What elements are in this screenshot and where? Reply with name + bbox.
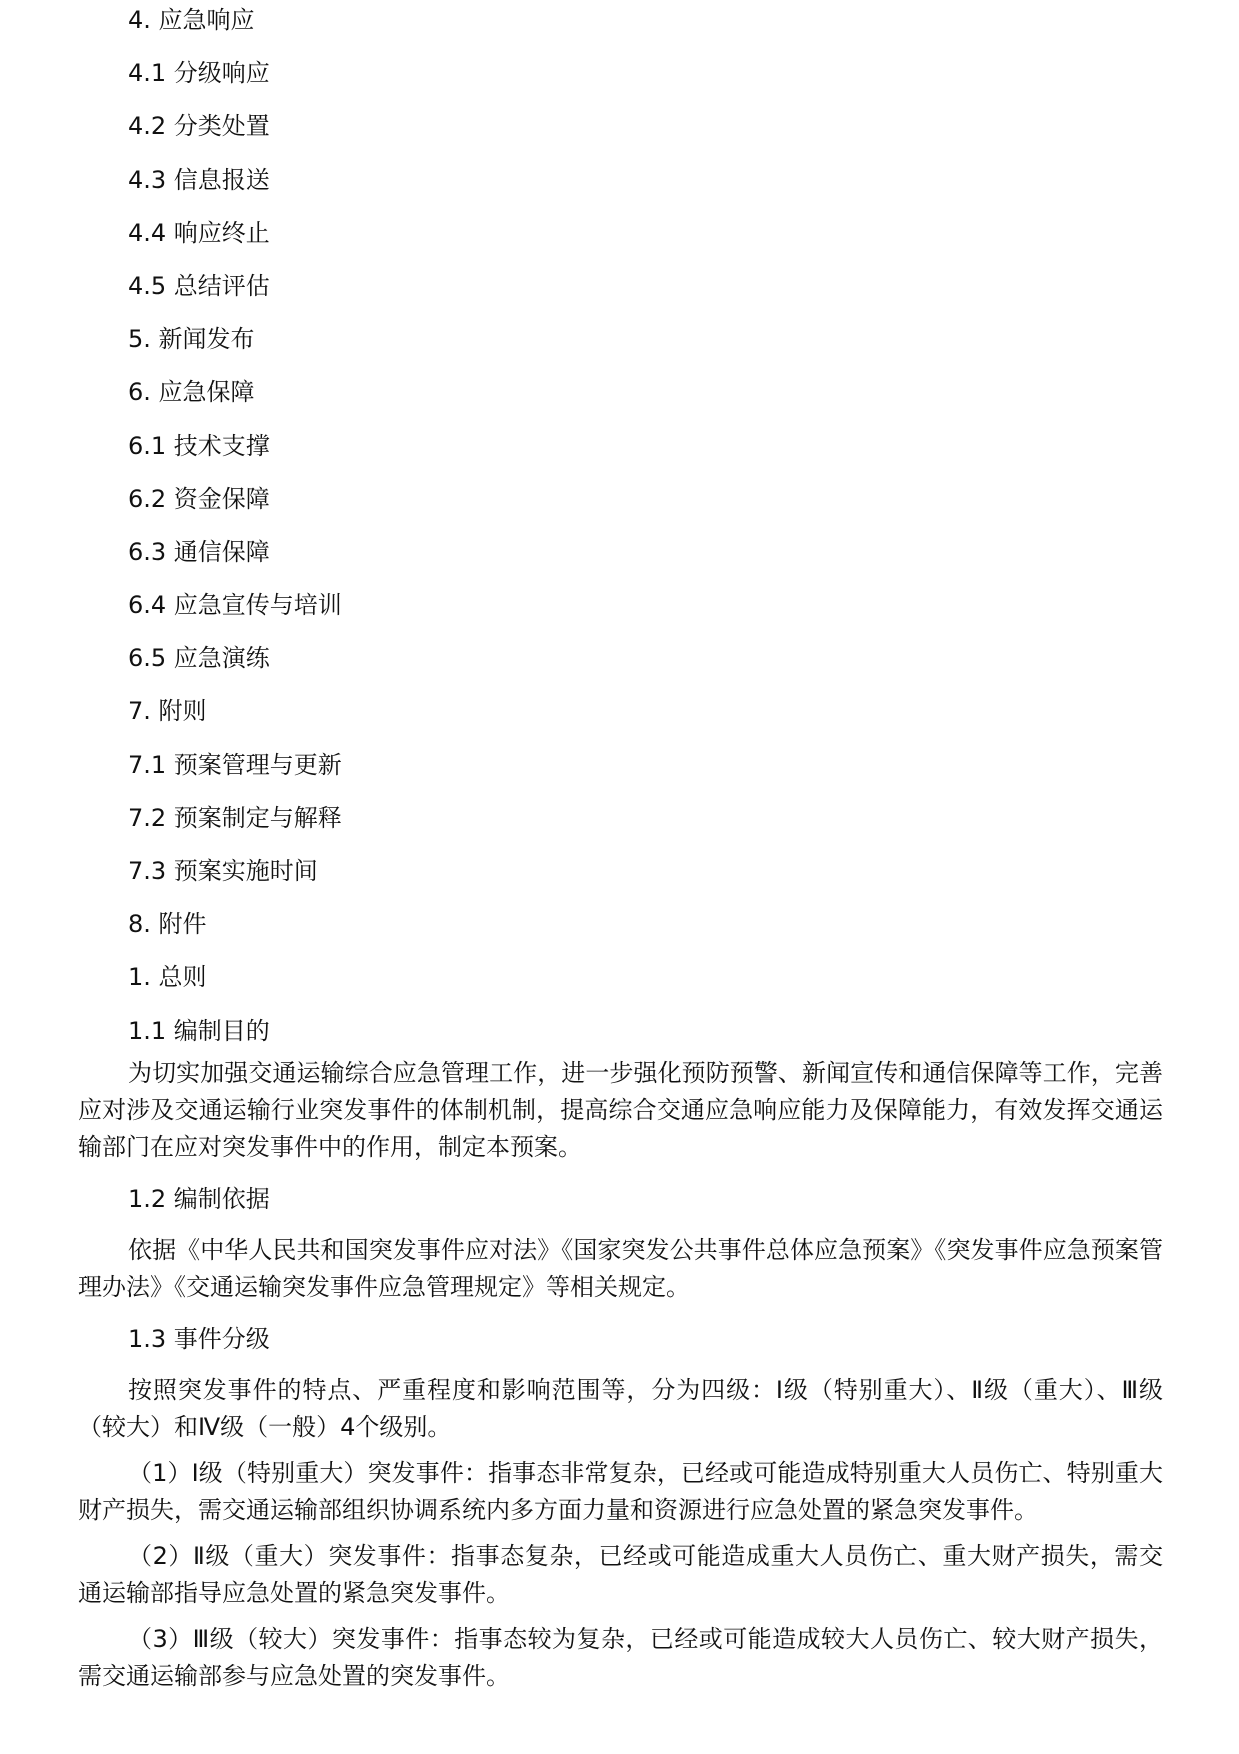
paragraph-basis: 依据《中华人民共和国突发事件应对法》《国家突发公共事件总体应急预案》《突发事件应急预案管理办法》《交通运输突发事件应急管理规定》等相关规定。	[78, 1236, 1163, 1301]
toc-item: 1.1 编制目的	[128, 1016, 270, 1045]
toc-item: 4.2 分类处置	[128, 112, 270, 141]
toc-item: 4.5 总结评估	[128, 271, 270, 300]
toc-item: 1. 总则	[128, 963, 207, 992]
toc-item: 4. 应急响应	[128, 6, 255, 34]
paragraph-levels: 按照突发事件的特点、严重程度和影响范围等，分为四级：Ⅰ级（特别重大）、Ⅱ级（重大）、Ⅲ级（较大）和Ⅳ级（一般）4个级别。	[78, 1376, 1163, 1441]
paragraph-level-3: （3）Ⅲ级（较大）突发事件：指事态较为复杂，已经或可能造成较大人员伤亡、较大财产损失，需交通运输部参与应急处置的突发事件。	[78, 1625, 1163, 1690]
toc-item: 5. 新闻发布	[128, 325, 255, 354]
toc-item: 6.1 技术支撑	[128, 431, 270, 460]
toc-item: 6. 应急保障	[128, 378, 255, 407]
toc-item: 8. 附件	[128, 910, 207, 939]
toc-item: 6.5 应急演练	[128, 644, 270, 673]
toc-item: 6.4 应急宣传与培训	[128, 591, 342, 620]
paragraph-level-2: （2）Ⅱ级（重大）突发事件：指事态复杂，已经或可能造成重大人员伤亡、重大财产损失，需交通运输部指导应急处置的紧急突发事件。	[78, 1542, 1163, 1607]
heading-basis: 1.2 编制依据	[128, 1185, 270, 1213]
table-of-contents	[128, 0, 342, 1064]
toc-item: 7. 附则	[128, 697, 207, 726]
toc-item: 6.2 资金保障	[128, 484, 270, 513]
toc-item: 7.3 预案实施时间	[128, 857, 318, 885]
toc-item: 4.3 信息报送	[128, 165, 270, 194]
heading-levels: 1.3 事件分级	[128, 1325, 270, 1353]
toc-item: 4.4 响应终止	[128, 218, 270, 247]
toc-item: 7.1 预案管理与更新	[128, 750, 342, 779]
toc-item: 7.2 预案制定与解释	[128, 803, 342, 832]
toc-item: 4.1 分级响应	[128, 59, 270, 88]
paragraph-level-1: （1）Ⅰ级（特别重大）突发事件：指事态非常复杂，已经或可能造成特别重大人员伤亡、特别重大财产损失，需交通运输部组织协调系统内多方面力量和资源进行应急处置的紧急突发事件。	[78, 1459, 1163, 1524]
toc-item: 6.3 通信保障	[128, 537, 270, 566]
paragraph-purpose: 为切实加强交通运输综合应急管理工作，进一步强化预防预警、新闻宣传和通信保障等工作，完善应对涉及交通运输行业突发事件的体制机制，提高综合交通应急响应能力及保障能力，有效发挥交通运输部门在应对突发事件中的作用，制定本预案。	[78, 1059, 1163, 1161]
document-body	[78, 1055, 1163, 1704]
